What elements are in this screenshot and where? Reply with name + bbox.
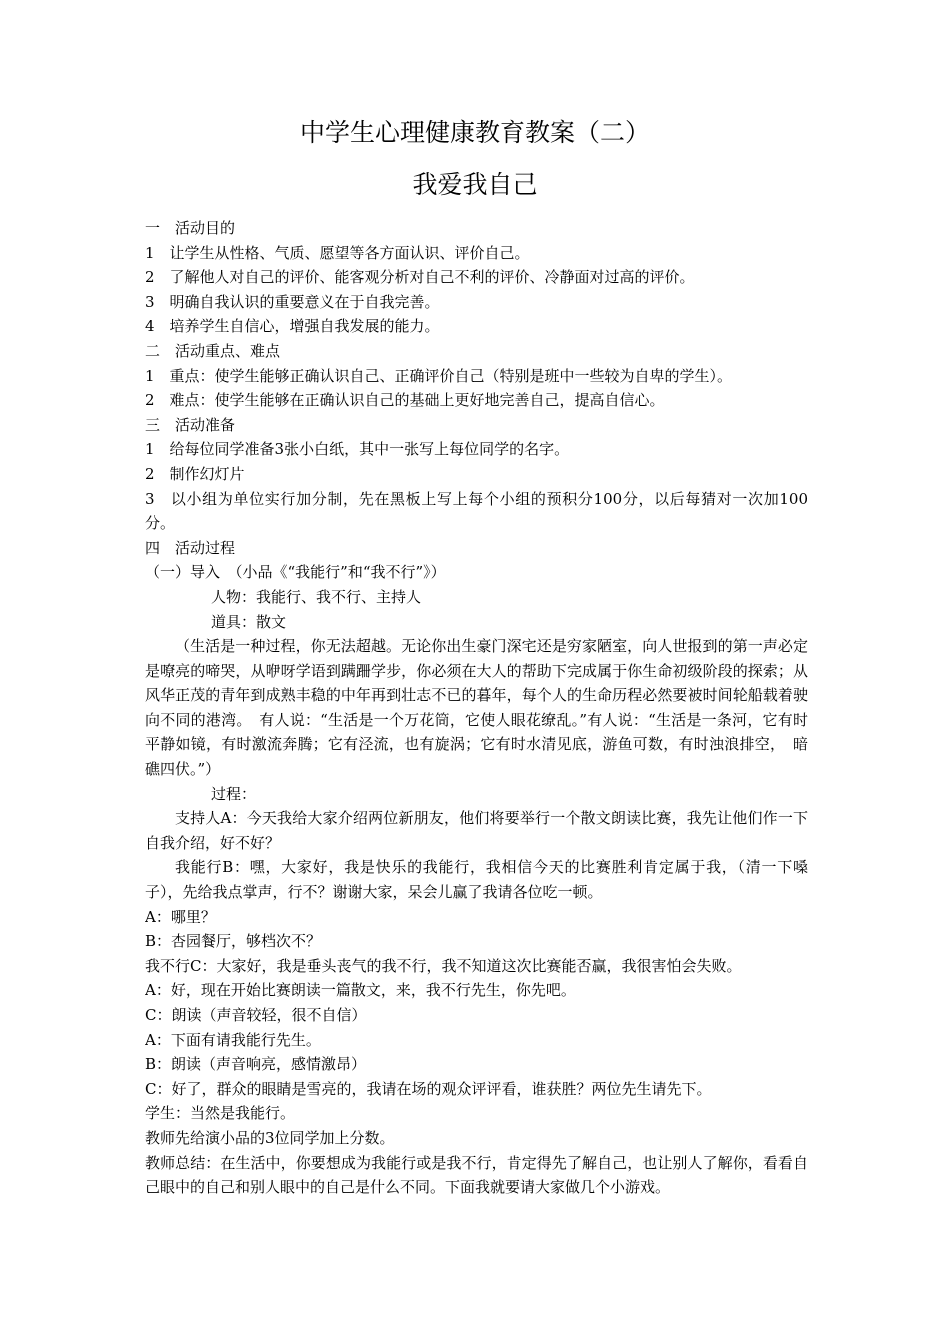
section-heading: 三 活动准备 (145, 415, 236, 434)
paragraph: 教师先给演小品的3位同学加上分数。 (145, 1128, 395, 1147)
subsection-heading: （一）导入 （小品《“我能行”和“我不行”》） (145, 563, 446, 582)
paragraph: B：朗读（声音响亮，感情激昂） (145, 1055, 367, 1074)
paragraph: A：哪里？ (145, 907, 216, 926)
section-heading: 一 活动目的 (145, 219, 236, 237)
section-heading: 四 活动过程 (145, 538, 236, 557)
paragraph: 4 培养学生自信心，增强自我发展的能力。 (145, 317, 440, 336)
paragraph: 过程： (211, 784, 257, 803)
paragraph: 学生：当然是我能行。 (145, 1104, 296, 1123)
document-subtitle: 我爱我自己 (412, 170, 538, 199)
paragraph: 1 给每位同学准备3张小白纸，其中一张写上每位同学的名字。 (145, 440, 570, 459)
paragraph: 3 以小组为单位实行加分制，先在黑板上写上每个小组的预积分100分，以后每猜对一次加100分。 (145, 489, 808, 533)
paragraph: A：下面有请我能行先生。 (145, 1030, 321, 1049)
paragraph: 人物：我能行、我不行、主持人 (211, 587, 422, 606)
paragraph: （生活是一种过程，你无法超越。无论你出生豪门深宅还是穷家陋室，向人世报到的第一声必定是嘹亮的啼哭，从咿呀学语到蹒跚学步，你必须在大人的帮助下完成属于你生命初级阶段的探索；从风华正茂的青年到成熟丰稳的中年再到壮志不已的暮年，每个人的生命历程必然要被时间轮船载着驶向不同的港湾。 有人说：“生活是一个万花筒，它使人眼花缭乱。”有人说：“生活是一条河，它有时平静如镜，有时激流奔腾；它有泾流，也有旋涡；它有时水清见底，游鱼可数，有时浊浪排空， 暗礁四伏。”） (145, 637, 808, 779)
paragraph: C：好了，群众的眼睛是雪亮的，我请在场的观众评评看，谁获胜？两位先生请先下。 (145, 1079, 712, 1098)
paragraph: 教师总结：在生活中，你要想成为我能行或是我不行，肯定得先了解自己，也让别人了解你，看看自己眼中的自己和别人眼中的自己是什么不同。下面我就要请大家做几个小游戏。 (145, 1153, 808, 1197)
paragraph: 我能行B：嘿，大家好，我是快乐的我能行，我相信今天的比赛胜利肯定属于我，（清一下嗓子），先给我点掌声，行不？谢谢大家，呆会儿赢了我请各位吃一顿。 (145, 858, 808, 902)
paragraph: 1 让学生从性格、气质、愿望等各方面认识、评价自己。 (145, 243, 530, 262)
paragraph: 2 难点：使学生能够在正确认识自己的基础上更好地完善自己，提高自信心。 (145, 391, 665, 410)
section-heading: 二 活动重点、难点 (145, 341, 281, 360)
paragraph: 2 了解他人对自己的评价、能客观分析对自己不利的评价、冷静面对过高的评价。 (145, 268, 695, 287)
document-title: 中学生心理健康教育教案（二） (299, 118, 650, 147)
paragraph: 3 明确自我认识的重要意义在于自我完善。 (145, 292, 440, 311)
document-body (145, 216, 808, 1200)
paragraph: 我不行C：大家好，我是垂头丧气的我不行，我不知道这次比赛能否赢，我很害怕会失败。 (145, 956, 742, 975)
paragraph: B：杏园餐厅，够档次不？ (145, 932, 322, 951)
paragraph: 支持人A：今天我给大家介绍两位新朋友，他们将要举行一个散文朗读比赛，我先让他们作一下自我介绍，好不好？ (145, 809, 808, 852)
paragraph: 1 重点：使学生能够正确认识自己、正确评价自己（特别是班中一些较为自卑的学生）。 (145, 366, 733, 385)
paragraph: C：朗读（声音较轻，很不自信） (145, 1006, 367, 1024)
paragraph: 道具：散文 (211, 612, 287, 631)
paragraph: 2 制作幻灯片 (145, 464, 245, 483)
paragraph: A：好，现在开始比赛朗读一篇散文，来，我不行先生，你先吧。 (145, 981, 576, 1000)
